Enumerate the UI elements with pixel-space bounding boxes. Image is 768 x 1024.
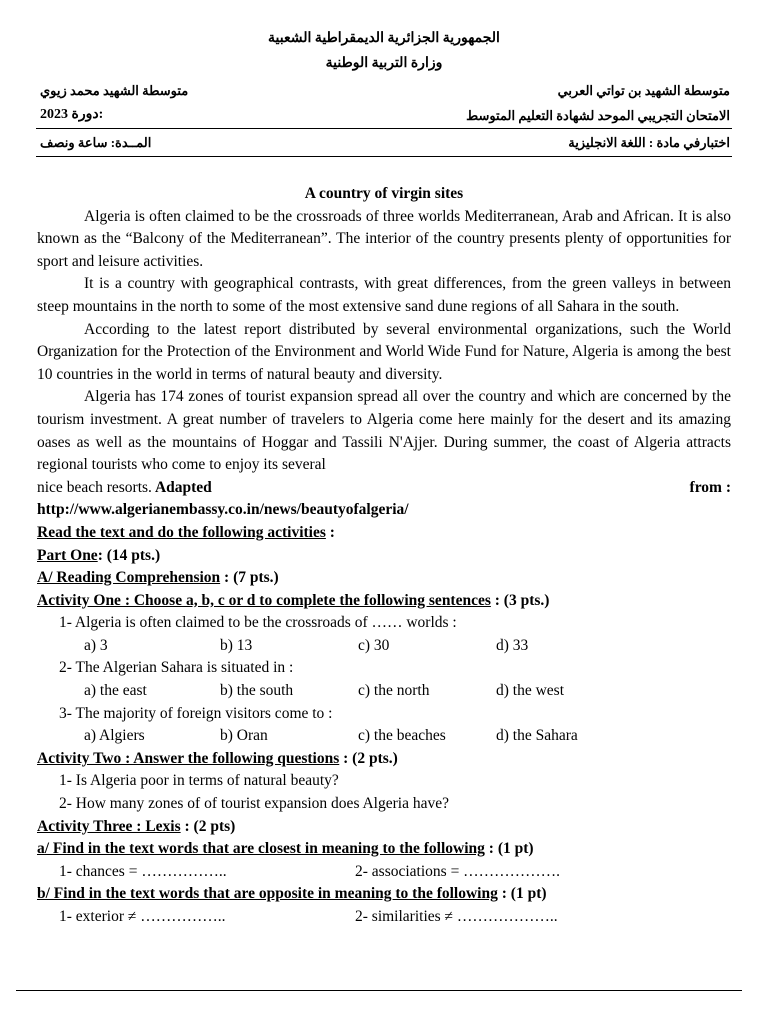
lexis-b-item-2: 2- similarities ≠ ……………….. bbox=[355, 908, 558, 925]
header-divider-2 bbox=[36, 156, 732, 157]
text-title: A country of virgin sites bbox=[304, 185, 464, 202]
option-c: c) 30 bbox=[358, 636, 390, 654]
lexis-part-b-items bbox=[37, 906, 731, 929]
question-1-options bbox=[37, 635, 731, 658]
activity-one-heading bbox=[37, 590, 731, 613]
lexis-part-a-items bbox=[37, 861, 731, 884]
activity-two-question-1: 1- Is Algeria poor in terms of natural beauty? bbox=[59, 772, 339, 790]
question-2-stem: 2- The Algerian Sahara is situated in : bbox=[59, 659, 294, 677]
section-a-heading bbox=[37, 567, 731, 590]
option-d: d) the Sahara bbox=[496, 727, 578, 745]
lexis-a-item-1: 1- chances = …………….. bbox=[59, 862, 227, 880]
source-attribution bbox=[37, 477, 731, 500]
session-label: دورة: bbox=[71, 107, 104, 122]
option-c: c) the beaches bbox=[358, 727, 446, 745]
instructions bbox=[37, 522, 731, 545]
section-a-label: A/ Reading Comprehension bbox=[37, 569, 221, 587]
question-3-stem: 3- The majority of foreign visitors come to : bbox=[59, 704, 333, 722]
school-left: متوسطة الشهيد محمد زيوي bbox=[40, 83, 189, 98]
option-b: b) Oran bbox=[220, 727, 268, 745]
lexis-part-a-points: : (1 pt) bbox=[484, 840, 534, 858]
activity-three-points: : (2 pts) bbox=[180, 817, 236, 835]
option-d: d) the west bbox=[496, 682, 565, 700]
paragraph-3: According to the latest report distributed by several environmental organizations, such the World Organization for the Protection of the Environment and World Wide Fund for Nature, Algeria is among the best 10 countries in the world in terms of natural beauty and diversity. bbox=[37, 320, 731, 383]
ministry-title: وزارة التربية الوطنية bbox=[325, 56, 443, 71]
subject: اختبارفي مادة : اللغة الانجليزية bbox=[568, 135, 730, 150]
instructions-colon: : bbox=[325, 523, 335, 541]
activity-three-heading bbox=[37, 816, 731, 839]
option-a: a) the east bbox=[84, 682, 147, 700]
activity-two-points: : (2 pts.) bbox=[339, 749, 398, 767]
option-b: b) 13 bbox=[220, 636, 253, 654]
activity-three-label: Activity Three : Lexis bbox=[37, 817, 181, 835]
option-b: b) the south bbox=[220, 682, 294, 700]
paragraph-4: Algeria has 174 zones of tourist expansion spread all over the country and which are concerned by the tourism investment. A great number of travelers to Algeria come here mainly for the desert and its amazing oases as well as the mountains of Hoggar and Tassili N'Ajjer. During summer, the coast of Algeria attracts regional tourists who come to enjoy its several bbox=[37, 388, 731, 474]
from-label: from : bbox=[689, 478, 731, 496]
activity-two-heading bbox=[37, 748, 731, 771]
section-a-points: : (7 pts.) bbox=[220, 569, 279, 587]
option-a: a) Algiers bbox=[84, 727, 145, 745]
option-d: d) 33 bbox=[496, 636, 529, 654]
question-2-options bbox=[37, 680, 731, 703]
school-right: متوسطة الشهيد بن تواتي العربي bbox=[557, 83, 730, 98]
session-year: 2023 bbox=[40, 107, 68, 122]
lexis-part-b-points: : (1 pt) bbox=[497, 885, 547, 903]
header-divider-1 bbox=[36, 128, 732, 129]
question-3-options bbox=[37, 725, 731, 748]
paragraph-1: Algeria is often claimed to be the crossroads of three worlds Mediterranean, Arab and African. It is also known as the “Balcony of the Mediterranean”. The interior of the country presents plenty of opportunities for sport and leisure activities. bbox=[37, 207, 731, 270]
duration: المــدة: ساعة ونصف bbox=[40, 135, 152, 150]
adapted-label: Adapted bbox=[154, 478, 212, 496]
lexis-a-item-2: 2- associations = ………………. bbox=[355, 862, 561, 880]
instructions-text: Read the text and do the following activities bbox=[37, 523, 326, 541]
republic-title: الجمهورية الجزائرية الديمقراطية الشعبية bbox=[268, 31, 500, 46]
part-one-heading bbox=[37, 545, 731, 568]
part-one-label: Part One bbox=[37, 546, 98, 564]
activity-one-label: Activity One : Choose a, b, c or d to complete the following sentences bbox=[37, 591, 491, 609]
part-one-points: : (14 pts.) bbox=[97, 546, 161, 564]
activity-one-points: : (3 pts.) bbox=[490, 591, 550, 609]
activity-two-label: Activity Two : Answer the following questions bbox=[37, 749, 340, 767]
paragraph-2: It is a country with geographical contrasts, with great differences, from the green valleys in between steep mountains in the north to some of the most extensive sand dune regions of all Sahara in the south. bbox=[37, 275, 731, 315]
lexis-part-b-heading bbox=[37, 883, 731, 906]
question-1-stem: 1- Algeria is often claimed to be the crossroads of …… worlds : bbox=[59, 614, 457, 632]
paragraph-4-end: nice beach resorts. bbox=[37, 478, 152, 496]
activity-two-question-2: 2- How many zones of of tourist expansion does Algeria have? bbox=[59, 795, 449, 813]
lexis-b-item-1: 1- exterior ≠ …………….. bbox=[59, 908, 226, 925]
option-a: a) 3 bbox=[84, 636, 108, 654]
footer-divider bbox=[16, 990, 742, 991]
lexis-part-a-heading bbox=[37, 838, 731, 861]
source-url: http://www.algerianembassy.co.in/news/beautyofalgeria/ bbox=[37, 501, 409, 519]
exam-content bbox=[37, 183, 731, 929]
exam-title: الامتحان التجريبي الموحد لشهادة التعليم المتوسط bbox=[466, 108, 730, 123]
session bbox=[40, 106, 103, 123]
lexis-part-b-label: b/ Find in the text words that are opposite in meaning to the following bbox=[37, 885, 498, 903]
lexis-part-a-label: a/ Find in the text words that are closest in meaning to the following bbox=[37, 840, 485, 858]
option-c: c) the north bbox=[358, 682, 430, 700]
